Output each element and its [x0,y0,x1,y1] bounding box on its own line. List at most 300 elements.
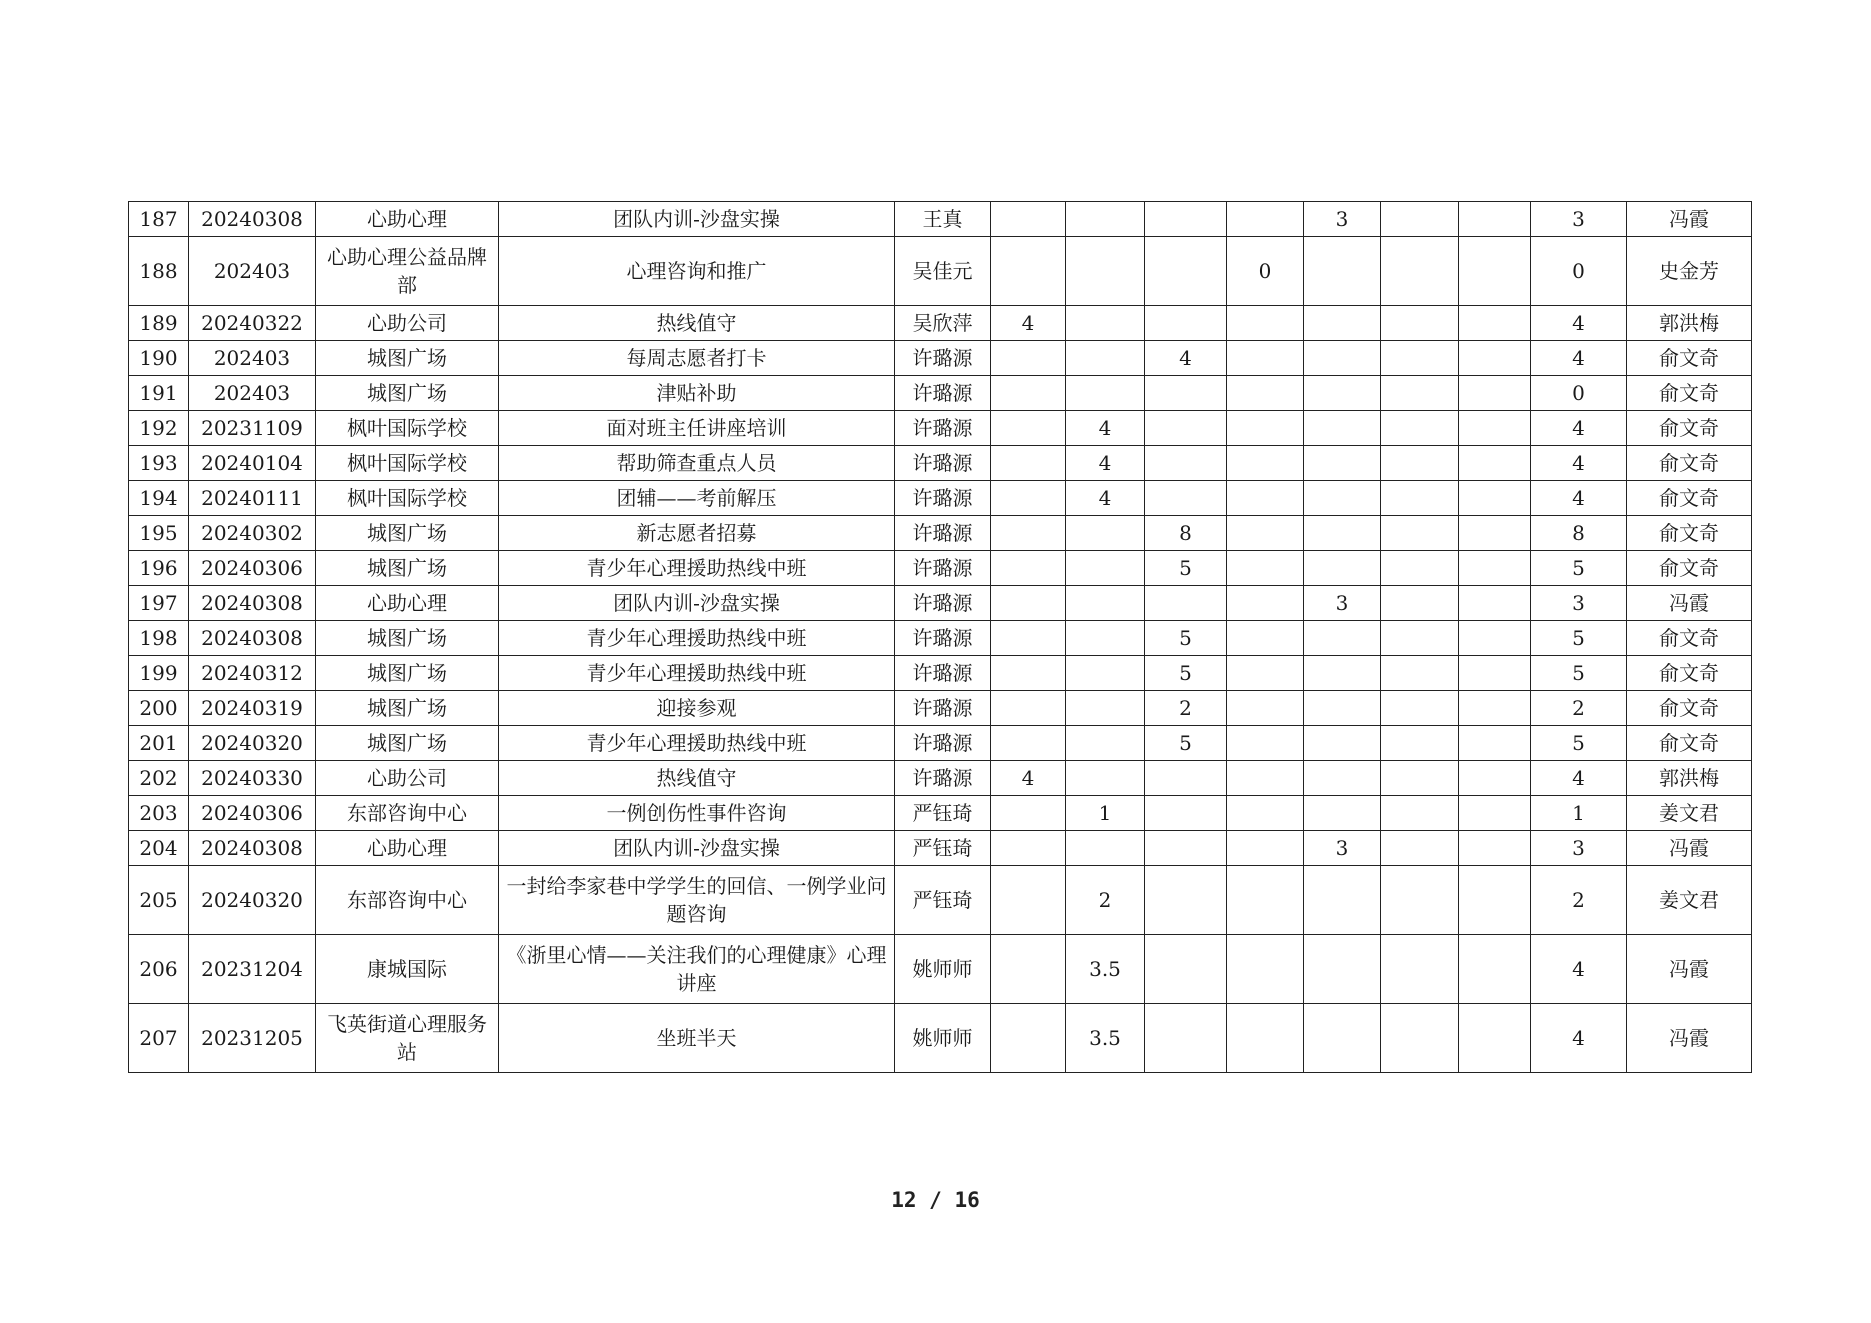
hours-col-4-cell [1227,516,1304,551]
date-cell: 202403 [189,341,316,376]
hours-col-1-cell [991,481,1066,516]
table-row [129,1004,1752,1073]
hours-col-4-cell [1227,341,1304,376]
date-cell: 20240312 [189,656,316,691]
row-number-cell: 192 [129,411,189,446]
volunteer-name-cell: 许璐源 [895,516,991,551]
hours-col-4-cell [1227,481,1304,516]
hours-col-6-cell [1381,621,1459,656]
hours-col-5-cell [1304,621,1381,656]
hours-col-2-cell: 1 [1066,796,1145,831]
hours-col-1-cell: 4 [991,306,1066,341]
row-number-cell: 188 [129,237,189,306]
row-number-cell: 190 [129,341,189,376]
total-hours-cell: 4 [1531,306,1627,341]
volunteer-name-cell: 许璐源 [895,376,991,411]
row-number-cell: 200 [129,691,189,726]
hours-col-7-cell [1459,446,1531,481]
hours-col-4-cell: 0 [1227,237,1304,306]
hours-col-4-cell [1227,376,1304,411]
hours-col-2-cell [1066,586,1145,621]
hours-col-5-cell [1304,237,1381,306]
volunteer-name-cell: 许璐源 [895,656,991,691]
hours-col-4-cell [1227,621,1304,656]
volunteer-name-cell: 许璐源 [895,411,991,446]
reviewer-name-cell: 俞文奇 [1627,726,1752,761]
volunteer-name-cell: 许璐源 [895,551,991,586]
activity-content-cell: 每周志愿者打卡 [499,341,895,376]
date-cell: 20240322 [189,306,316,341]
activity-content-cell: 一例创伤性事件咨询 [499,796,895,831]
total-hours-cell: 5 [1531,656,1627,691]
total-hours-cell: 5 [1531,726,1627,761]
volunteer-name-cell: 许璐源 [895,341,991,376]
hours-col-7-cell [1459,621,1531,656]
hours-col-5-cell [1304,691,1381,726]
hours-col-2-cell [1066,551,1145,586]
volunteer-name-cell: 严钰琦 [895,796,991,831]
date-cell: 20240320 [189,866,316,935]
hours-col-2-cell [1066,376,1145,411]
total-hours-cell: 4 [1531,481,1627,516]
total-hours-cell: 3 [1531,831,1627,866]
date-cell: 20240306 [189,551,316,586]
hours-col-2-cell: 4 [1066,411,1145,446]
organization-cell: 枫叶国际学校 [316,481,499,516]
table-row [129,691,1752,726]
hours-col-3-cell [1145,935,1227,1004]
hours-col-3-cell: 5 [1145,726,1227,761]
hours-col-6-cell [1381,761,1459,796]
hours-col-5-cell [1304,761,1381,796]
row-number-cell: 198 [129,621,189,656]
hours-col-2-cell [1066,691,1145,726]
hours-col-5-cell: 3 [1304,586,1381,621]
table-row [129,831,1752,866]
hours-col-5-cell [1304,656,1381,691]
row-number-cell: 207 [129,1004,189,1073]
hours-col-1-cell [991,726,1066,761]
reviewer-name-cell: 姜文君 [1627,796,1752,831]
total-hours-cell: 2 [1531,691,1627,726]
total-hours-cell: 4 [1531,341,1627,376]
organization-cell: 心助公司 [316,306,499,341]
hours-col-4-cell [1227,691,1304,726]
date-cell: 20231204 [189,935,316,1004]
hours-col-6-cell [1381,586,1459,621]
hours-col-4-cell [1227,866,1304,935]
hours-col-4-cell [1227,831,1304,866]
organization-cell: 城图广场 [316,726,499,761]
reviewer-name-cell: 冯霞 [1627,935,1752,1004]
hours-col-1-cell [991,621,1066,656]
hours-col-5-cell [1304,481,1381,516]
reviewer-name-cell: 郭洪梅 [1627,761,1752,796]
hours-col-3-cell [1145,761,1227,796]
hours-col-4-cell [1227,551,1304,586]
reviewer-name-cell: 冯霞 [1627,202,1752,237]
hours-col-1-cell [991,1004,1066,1073]
hours-col-1-cell [991,202,1066,237]
hours-col-6-cell [1381,796,1459,831]
reviewer-name-cell: 冯霞 [1627,1004,1752,1073]
activity-content-cell: 帮助筛查重点人员 [499,446,895,481]
hours-col-2-cell: 3.5 [1066,935,1145,1004]
volunteer-name-cell: 吴佳元 [895,237,991,306]
row-number-cell: 203 [129,796,189,831]
activity-content-cell: 一封给李家巷中学学生的回信、一例学业问题咨询 [499,866,895,935]
activity-content-cell: 迎接参观 [499,691,895,726]
organization-cell: 心助心理 [316,831,499,866]
hours-col-7-cell [1459,1004,1531,1073]
table-row [129,796,1752,831]
hours-col-5-cell [1304,306,1381,341]
total-hours-cell: 0 [1531,237,1627,306]
activity-content-cell: 团队内训-沙盘实操 [499,831,895,866]
hours-col-1-cell [991,551,1066,586]
date-cell: 20240306 [189,796,316,831]
volunteer-name-cell: 严钰琦 [895,866,991,935]
organization-cell: 城图广场 [316,691,499,726]
reviewer-name-cell: 俞文奇 [1627,621,1752,656]
date-cell: 20240330 [189,761,316,796]
reviewer-name-cell: 姜文君 [1627,866,1752,935]
row-number-cell: 201 [129,726,189,761]
table-row [129,656,1752,691]
hours-col-4-cell [1227,796,1304,831]
hours-col-5-cell [1304,1004,1381,1073]
reviewer-name-cell: 郭洪梅 [1627,306,1752,341]
table-row [129,341,1752,376]
organization-cell: 枫叶国际学校 [316,446,499,481]
table-row [129,551,1752,586]
hours-col-6-cell [1381,726,1459,761]
hours-col-7-cell [1459,831,1531,866]
hours-col-6-cell [1381,656,1459,691]
hours-col-2-cell [1066,306,1145,341]
table-row [129,411,1752,446]
hours-col-2-cell [1066,202,1145,237]
row-number-cell: 199 [129,656,189,691]
activity-content-cell: 新志愿者招募 [499,516,895,551]
activity-content-cell: 《浙里心情——关注我们的心理健康》心理讲座 [499,935,895,1004]
hours-col-6-cell [1381,1004,1459,1073]
hours-col-5-cell [1304,726,1381,761]
hours-col-6-cell [1381,341,1459,376]
volunteer-name-cell: 许璐源 [895,446,991,481]
hours-col-7-cell [1459,796,1531,831]
hours-col-3-cell [1145,376,1227,411]
organization-cell: 城图广场 [316,656,499,691]
row-number-cell: 196 [129,551,189,586]
hours-col-6-cell [1381,691,1459,726]
hours-col-3-cell [1145,306,1227,341]
row-number-cell: 194 [129,481,189,516]
hours-col-7-cell [1459,202,1531,237]
hours-col-7-cell [1459,516,1531,551]
hours-col-6-cell [1381,376,1459,411]
hours-col-3-cell: 8 [1145,516,1227,551]
activity-content-cell: 面对班主任讲座培训 [499,411,895,446]
row-number-cell: 205 [129,866,189,935]
hours-col-5-cell [1304,516,1381,551]
volunteer-name-cell: 许璐源 [895,691,991,726]
table-row [129,481,1752,516]
organization-cell: 心助心理 [316,202,499,237]
date-cell: 20240302 [189,516,316,551]
total-hours-cell: 4 [1531,411,1627,446]
hours-col-6-cell [1381,446,1459,481]
table-row [129,586,1752,621]
hours-col-6-cell [1381,411,1459,446]
organization-cell: 城图广场 [316,376,499,411]
reviewer-name-cell: 俞文奇 [1627,516,1752,551]
reviewer-name-cell: 冯霞 [1627,586,1752,621]
total-hours-cell: 1 [1531,796,1627,831]
hours-col-2-cell [1066,621,1145,656]
hours-col-6-cell [1381,551,1459,586]
table-row [129,202,1752,237]
table-row [129,726,1752,761]
total-hours-cell: 5 [1531,621,1627,656]
volunteer-name-cell: 许璐源 [895,761,991,796]
activity-content-cell: 团队内训-沙盘实操 [499,586,895,621]
row-number-cell: 187 [129,202,189,237]
hours-col-7-cell [1459,551,1531,586]
hours-col-7-cell [1459,726,1531,761]
activity-content-cell: 津贴补助 [499,376,895,411]
activity-content-cell: 热线值守 [499,761,895,796]
row-number-cell: 202 [129,761,189,796]
organization-cell: 城图广场 [316,341,499,376]
hours-col-1-cell [991,411,1066,446]
hours-col-2-cell: 3.5 [1066,1004,1145,1073]
hours-col-2-cell [1066,726,1145,761]
hours-col-2-cell: 2 [1066,866,1145,935]
hours-col-7-cell [1459,866,1531,935]
hours-col-4-cell [1227,935,1304,1004]
hours-col-1-cell [991,656,1066,691]
hours-col-7-cell [1459,656,1531,691]
row-number-cell: 206 [129,935,189,1004]
table-body [129,202,1752,1073]
activity-content-cell: 心理咨询和推广 [499,237,895,306]
hours-col-1-cell [991,691,1066,726]
table-row [129,306,1752,341]
hours-col-2-cell [1066,761,1145,796]
hours-col-7-cell [1459,481,1531,516]
total-hours-cell: 2 [1531,866,1627,935]
organization-cell: 飞英街道心理服务站 [316,1004,499,1073]
hours-col-7-cell [1459,586,1531,621]
hours-col-5-cell [1304,796,1381,831]
hours-col-6-cell [1381,481,1459,516]
hours-col-1-cell: 4 [991,761,1066,796]
reviewer-name-cell: 俞文奇 [1627,446,1752,481]
hours-col-6-cell [1381,935,1459,1004]
hours-col-6-cell [1381,202,1459,237]
row-number-cell: 195 [129,516,189,551]
hours-col-3-cell [1145,831,1227,866]
organization-cell: 枫叶国际学校 [316,411,499,446]
table-row [129,935,1752,1004]
hours-col-7-cell [1459,376,1531,411]
organization-cell: 心助心理 [316,586,499,621]
row-number-cell: 189 [129,306,189,341]
row-number-cell: 193 [129,446,189,481]
table-row [129,376,1752,411]
hours-col-3-cell [1145,796,1227,831]
page-number: 12 / 16 [891,1188,980,1212]
hours-col-5-cell [1304,935,1381,1004]
hours-col-7-cell [1459,341,1531,376]
hours-col-7-cell [1459,935,1531,1004]
hours-col-3-cell: 5 [1145,551,1227,586]
hours-col-2-cell [1066,237,1145,306]
reviewer-name-cell: 俞文奇 [1627,376,1752,411]
activity-content-cell: 青少年心理援助热线中班 [499,621,895,656]
date-cell: 20240319 [189,691,316,726]
reviewer-name-cell: 史金芳 [1627,237,1752,306]
hours-col-3-cell: 5 [1145,621,1227,656]
total-hours-cell: 0 [1531,376,1627,411]
date-cell: 20231109 [189,411,316,446]
total-hours-cell: 3 [1531,202,1627,237]
hours-col-2-cell: 4 [1066,446,1145,481]
hours-col-6-cell [1381,237,1459,306]
hours-col-1-cell [991,935,1066,1004]
volunteer-name-cell: 许璐源 [895,726,991,761]
hours-col-1-cell [991,866,1066,935]
table-row [129,516,1752,551]
hours-col-1-cell [991,446,1066,481]
reviewer-name-cell: 俞文奇 [1627,411,1752,446]
hours-col-5-cell: 3 [1304,831,1381,866]
date-cell: 20240320 [189,726,316,761]
organization-cell: 心助心理公益品牌部 [316,237,499,306]
activity-content-cell: 青少年心理援助热线中班 [499,656,895,691]
hours-col-4-cell [1227,1004,1304,1073]
hours-col-1-cell [991,796,1066,831]
date-cell: 20240111 [189,481,316,516]
activity-content-cell: 团队内训-沙盘实操 [499,202,895,237]
hours-col-3-cell [1145,202,1227,237]
reviewer-name-cell: 俞文奇 [1627,551,1752,586]
reviewer-name-cell: 俞文奇 [1627,481,1752,516]
hours-col-6-cell [1381,306,1459,341]
hours-col-3-cell [1145,237,1227,306]
activity-content-cell: 团辅——考前解压 [499,481,895,516]
hours-col-4-cell [1227,306,1304,341]
hours-col-2-cell [1066,516,1145,551]
total-hours-cell: 8 [1531,516,1627,551]
hours-col-1-cell [991,341,1066,376]
activity-content-cell: 青少年心理援助热线中班 [499,551,895,586]
data-table [128,201,1752,1073]
hours-col-3-cell: 5 [1145,656,1227,691]
hours-col-5-cell [1304,551,1381,586]
hours-col-4-cell [1227,411,1304,446]
total-hours-cell: 3 [1531,586,1627,621]
organization-cell: 东部咨询中心 [316,796,499,831]
volunteer-name-cell: 姚师师 [895,1004,991,1073]
hours-col-5-cell [1304,341,1381,376]
organization-cell: 东部咨询中心 [316,866,499,935]
date-cell: 202403 [189,237,316,306]
reviewer-name-cell: 俞文奇 [1627,656,1752,691]
date-cell: 20240308 [189,202,316,237]
hours-col-3-cell: 4 [1145,341,1227,376]
hours-col-5-cell [1304,411,1381,446]
table-row [129,621,1752,656]
hours-col-4-cell [1227,761,1304,796]
hours-col-3-cell [1145,866,1227,935]
volunteer-name-cell: 姚师师 [895,935,991,1004]
hours-col-3-cell [1145,1004,1227,1073]
row-number-cell: 204 [129,831,189,866]
hours-col-5-cell [1304,376,1381,411]
activity-content-cell: 坐班半天 [499,1004,895,1073]
hours-col-1-cell [991,516,1066,551]
organization-cell: 城图广场 [316,551,499,586]
total-hours-cell: 4 [1531,935,1627,1004]
date-cell: 20240308 [189,586,316,621]
hours-col-5-cell [1304,446,1381,481]
hours-col-7-cell [1459,761,1531,796]
table-row [129,446,1752,481]
date-cell: 20231205 [189,1004,316,1073]
hours-col-7-cell [1459,237,1531,306]
organization-cell: 城图广场 [316,516,499,551]
volunteer-name-cell: 许璐源 [895,621,991,656]
organization-cell: 康城国际 [316,935,499,1004]
reviewer-name-cell: 俞文奇 [1627,341,1752,376]
hours-col-1-cell [991,376,1066,411]
date-cell: 202403 [189,376,316,411]
table-row [129,761,1752,796]
row-number-cell: 197 [129,586,189,621]
hours-col-2-cell [1066,831,1145,866]
date-cell: 20240104 [189,446,316,481]
hours-col-3-cell [1145,481,1227,516]
total-hours-cell: 5 [1531,551,1627,586]
hours-col-4-cell [1227,726,1304,761]
hours-col-7-cell [1459,306,1531,341]
reviewer-name-cell: 俞文奇 [1627,691,1752,726]
organization-cell: 城图广场 [316,621,499,656]
date-cell: 20240308 [189,621,316,656]
volunteer-name-cell: 严钰琦 [895,831,991,866]
reviewer-name-cell: 冯霞 [1627,831,1752,866]
volunteer-name-cell: 许璐源 [895,586,991,621]
table-row [129,237,1752,306]
hours-col-3-cell [1145,586,1227,621]
activity-content-cell: 热线值守 [499,306,895,341]
volunteer-name-cell: 许璐源 [895,481,991,516]
hours-col-4-cell [1227,656,1304,691]
hours-col-3-cell: 2 [1145,691,1227,726]
hours-col-5-cell: 3 [1304,202,1381,237]
hours-col-6-cell [1381,516,1459,551]
hours-col-4-cell [1227,446,1304,481]
hours-col-7-cell [1459,691,1531,726]
hours-col-4-cell [1227,586,1304,621]
hours-col-2-cell: 4 [1066,481,1145,516]
activity-content-cell: 青少年心理援助热线中班 [499,726,895,761]
organization-cell: 心助公司 [316,761,499,796]
hours-col-5-cell [1304,866,1381,935]
hours-col-6-cell [1381,866,1459,935]
